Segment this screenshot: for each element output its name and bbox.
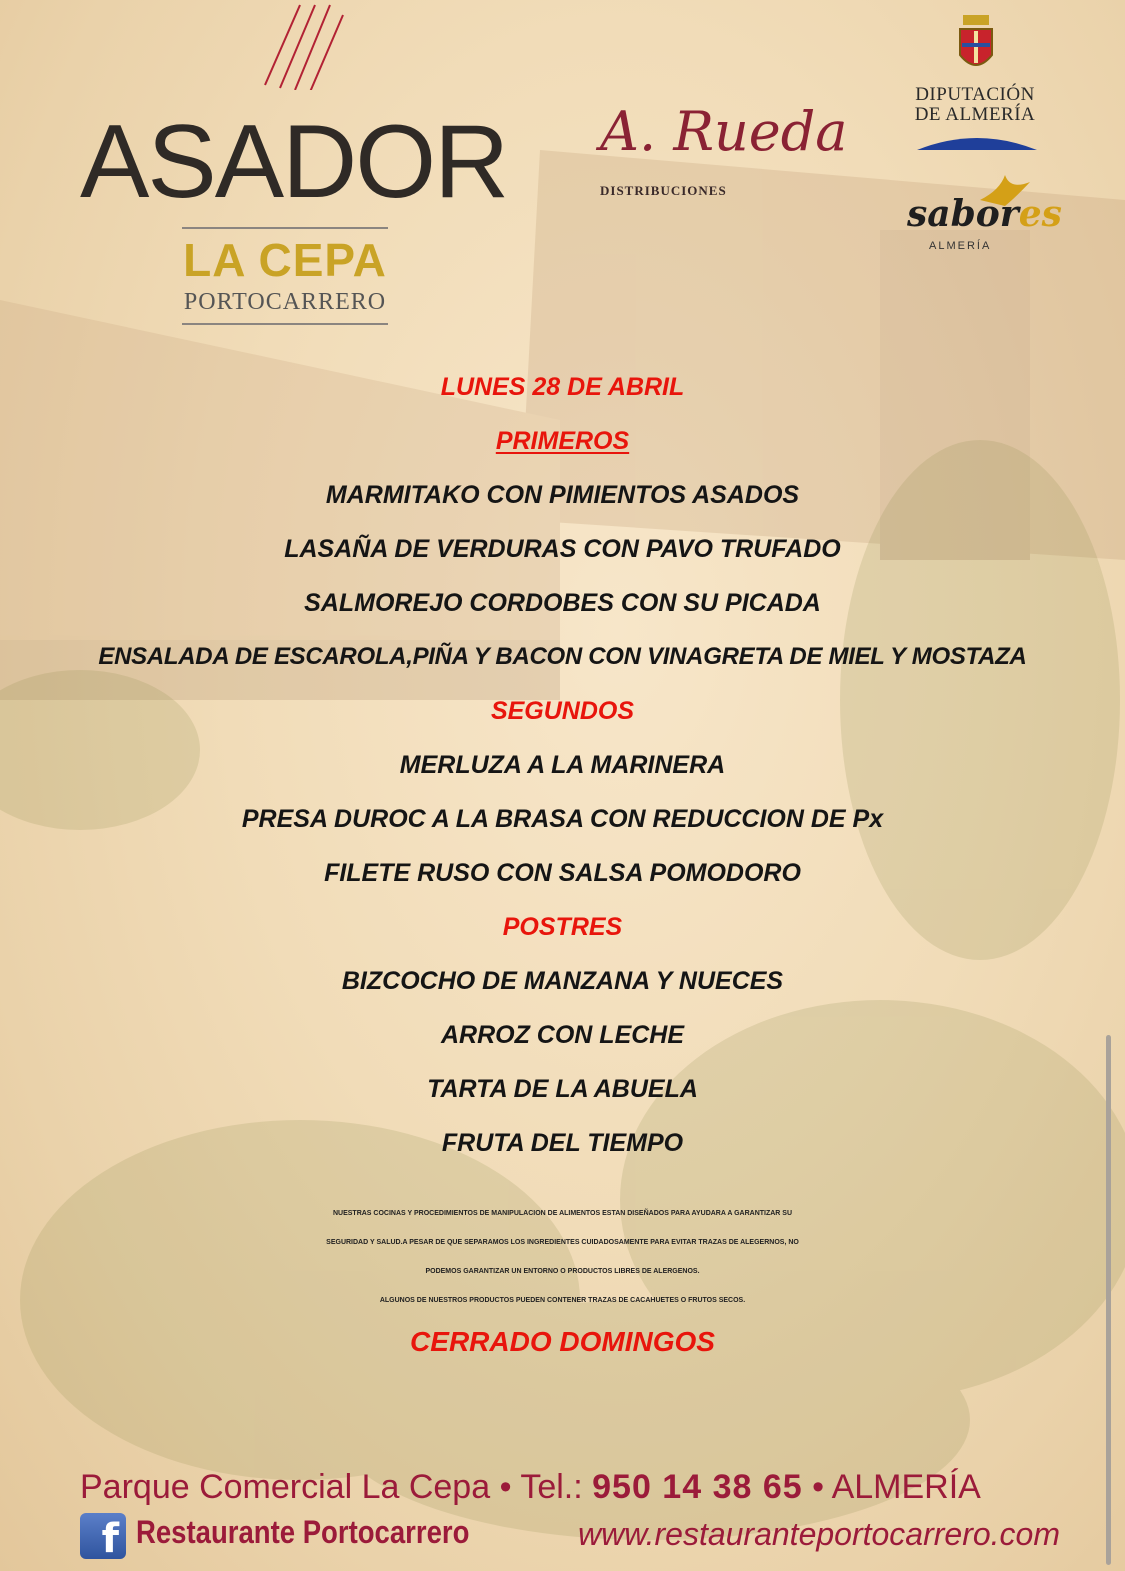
la-cepa-title: LA CEPA (183, 234, 387, 286)
footer-address: Parque Comercial La Cepa (80, 1468, 491, 1506)
section-title-segundos: SEGUNDOS (490, 697, 635, 725)
facebook-icon[interactable]: f (80, 1513, 126, 1559)
footer-city: ALMERÍA (831, 1468, 981, 1506)
website-link[interactable]: www.restauranteportocarrero.com (578, 1516, 1060, 1552)
facebook-page-name[interactable]: Restaurante Portocarrero (136, 1514, 470, 1550)
wave-icon (917, 132, 1037, 152)
footer-separator: • (499, 1468, 512, 1506)
footer-phone[interactable]: 950 14 38 65 (592, 1468, 803, 1506)
footer-separator: • (812, 1468, 825, 1506)
sabores-main: sabor (907, 193, 1019, 235)
dish-item: FILETE RUSO CON SALSA POMODORO (324, 859, 801, 887)
diputacion-line2: DE ALMERÍA (914, 104, 1036, 125)
dish-item: ARROZ CON LECHE (440, 1021, 685, 1049)
footer-tel-label: Tel.: (520, 1468, 583, 1506)
rueda-subtitle: DISTRIBUCIONES (600, 183, 727, 198)
rueda-name: A. Rueda (600, 100, 848, 163)
allergen-notice-line: NUESTRAS COCINAS Y PROCEDIMIENTOS DE MANIPULACION DE ALIMENTOS ESTAN DISEÑADOS PARA AYUDARA A GARANTIZAR SU (332, 1210, 793, 1217)
asador-title: ASADOR (80, 104, 508, 220)
logo-divider (182, 227, 388, 229)
allergen-notice-line: ALGUNOS DE NUESTROS PRODUCTOS PUEDEN CONTENER TRAZAS DE CACAHUETES O FRUTOS SECOS. (379, 1297, 746, 1304)
allergen-notice-line: SEGURIDAD Y SALUD.A PESAR DE QUE SEPARAMOS LOS INGREDIENTES CUIDADOSAMENTE PARA EVITAR TRAZAS DE ALEGERNOS, NO (326, 1239, 799, 1246)
diputacion-line1: DIPUTACIÓN (915, 84, 1035, 105)
rueda-distribuciones-logo (595, 100, 855, 205)
coat-of-arms-icon (957, 15, 995, 75)
footer-social (80, 1510, 1060, 1560)
section-title-postres: POSTRES (502, 913, 623, 941)
sabores-almeria-logo (905, 170, 1062, 260)
menu-date: LUNES 28 DE ABRIL (440, 373, 685, 401)
sabores-accent: es (1018, 193, 1062, 235)
dish-item: PRESA DUROC A LA BRASA CON REDUCCION DE Px (241, 805, 884, 833)
section-title-primeros: PRIMEROS (495, 427, 630, 455)
stripes-icon (235, 0, 345, 90)
dish-item: SALMOREJO CORDOBES CON SU PICADA (304, 589, 821, 617)
asador-la-cepa-logo (80, 0, 508, 330)
portocarrero-subtitle: PORTOCARRERO (183, 289, 387, 315)
allergen-notice-line: PODEMOS GARANTIZAR UN ENTORNO O PRODUCTOS LIBRES DE ALERGENOS. (425, 1268, 700, 1275)
sabores-name (907, 193, 1062, 235)
dish-item: ENSALADA DE ESCAROLA,PIÑA Y BACON CON VINAGRETA DE MIEL Y MOSTAZA (98, 643, 1027, 670)
dish-item: BIZCOCHO DE MANZANA Y NUECES (341, 967, 784, 995)
dish-item: MARMITAKO CON PIMIENTOS ASADOS (325, 481, 800, 509)
dish-item: LASAÑA DE VERDURAS CON PAVO TRUFADO (284, 535, 841, 563)
dish-item: TARTA DE LA ABUELA (427, 1075, 698, 1103)
diputacion-almeria-logo (905, 10, 1045, 160)
diputacion-text (905, 85, 1045, 125)
footer-contact (80, 1465, 1060, 1509)
dish-item: MERLUZA A LA MARINERA (399, 751, 726, 779)
sabores-subtitle: ALMERÍA (929, 240, 992, 252)
logo-divider (182, 323, 388, 325)
closed-notice: CERRADO DOMINGOS (410, 1326, 715, 1357)
dish-item: FRUTA DEL TIEMPO (441, 1129, 684, 1157)
